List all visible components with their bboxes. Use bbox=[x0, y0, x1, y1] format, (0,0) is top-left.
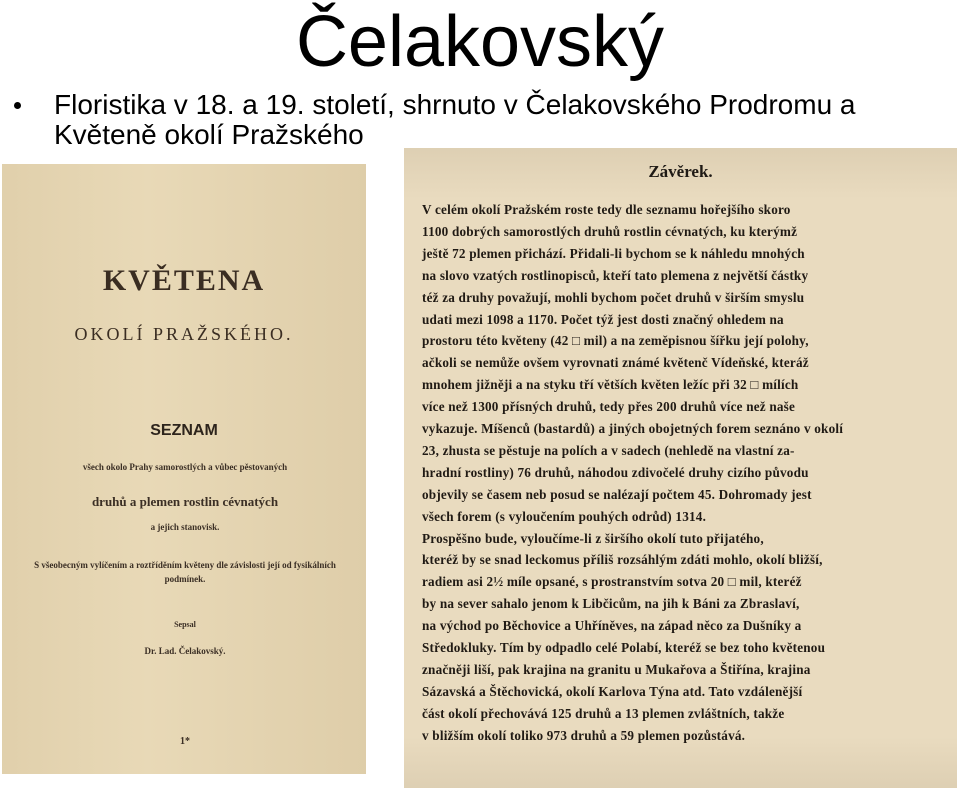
page-text-line: by na sever sahalo jenom k Libčicům, na jih k Báni za Zbraslaví, bbox=[422, 596, 800, 612]
book-title-page-image bbox=[2, 164, 366, 774]
page-text-line: Prospěšno bude, vyloučíme-li z širšího okolí tuto přijatého, bbox=[422, 530, 764, 546]
page-text-line: na slovo vzatých rostlinopisců, kteří tato plemena z největší částky bbox=[422, 267, 809, 283]
page-heading: Závěrek. bbox=[648, 162, 713, 181]
page-text-line: 1100 dobrých samorostlých druhů rostlin cévnatých, ku kterýmž bbox=[422, 223, 798, 239]
page-text-line: Sázavská a Štěchovická, okolí Karlova Týna atd. Tato vzdálenější bbox=[422, 683, 803, 699]
page-text-line: hradní rostliny) 76 druhů, náhodou zdivočelé druhy cizího původu bbox=[422, 464, 809, 480]
book-subtitle: OKOLÍ PRAŽSKÉHO. bbox=[74, 324, 294, 344]
page-text-line: všech forem (s vyloučením pouhých odrůd) 1314. bbox=[422, 508, 707, 524]
page-text-line: 23, zhusta se pěstuje na polích a v sadech (nehledě na vlastní za- bbox=[422, 442, 795, 458]
page-text-line: prostoru této květeny (42 □ mil) a na zeměpisnou šířku její polohy, bbox=[422, 333, 809, 349]
page-text-line: V celém okolí Pražském roste tedy dle seznamu hořejšího skoro bbox=[422, 202, 791, 217]
page-text-line: udati mezi 1098 a 1170. Počet týž jest dosti značný ohledem na bbox=[422, 311, 784, 327]
book-line: Sepsal bbox=[174, 620, 196, 629]
page-text-line: část okolí přechovává 125 druhů a 13 plemen zvláštních, takže bbox=[422, 705, 785, 721]
page-text-line: na východ po Běchovice a Uhříněves, na západ něco za Dušníky a bbox=[422, 618, 802, 634]
book-line: a jejich stanovisk. bbox=[150, 522, 220, 532]
book-line: všech okolo Prahy samorostlých a vůbec pěstovaných bbox=[82, 462, 288, 472]
page-text-line: ačkoli se nemůže ovšem vyrovnati známé květenč Vídeňské, kteráž bbox=[422, 355, 809, 371]
page-signature: 1* bbox=[180, 736, 190, 747]
slide-title: Čelakovský bbox=[295, 2, 665, 82]
page-text-line: objevily se časem neb posud se nalézají počtem 45. Dohromady jest bbox=[422, 486, 812, 502]
page-text-line: radiem asi 2½ míle opsané, s prostranstvím sotva 20 □ mil, kteréž bbox=[422, 574, 802, 590]
book-line: S všeobecným vylíčením a roztříděním květeny dle závislosti její od fysikálních podmínek. bbox=[34, 560, 336, 584]
page-text-line: mnohem jižněji a na styku tří větších květen ležíc při 32 □ mílích bbox=[422, 377, 799, 393]
page-text-line: značněji liší, pak krajina na granitu u Mukařova a Štiřína, krajina bbox=[422, 661, 811, 677]
page-text-line: kteréž by se snad leckomus příliš rozsáhlým zdáti mohlo, okolí bližší, bbox=[422, 552, 823, 568]
bullet-text: Floristika v 18. a 19. století, shrnuto v Čelakovského Prodromu a Květeně okolí Pražského bbox=[54, 89, 856, 150]
book-author: Dr. Lad. Čelakovský. bbox=[144, 646, 226, 656]
page-text-line: ještě 72 plemen přichází. Přidali-li bychom se k náhledu mnohých bbox=[422, 245, 805, 261]
book-conclusion-page-image bbox=[404, 148, 957, 788]
bullet-dot-icon bbox=[14, 102, 21, 109]
book-heading: SEZNAM bbox=[150, 422, 218, 439]
book-line: druhů a plemen rostlin cévnatých bbox=[91, 494, 279, 509]
page-text-line: Středokluky. Tím by odpadlo celé Polabí, kteréž se bez toho květenou bbox=[422, 640, 826, 655]
page-text-line: též za druhy považují, mohli bychom počet druhů v širším smyslu bbox=[422, 289, 805, 305]
page-text-line: vykazuje. Míšenců (bastardů) a jiných obojetných forem seznáno v okolí bbox=[422, 421, 844, 436]
page-text-line: více než 1300 přísných druhů, tedy přes 200 druhů více než naše bbox=[422, 399, 796, 415]
book-title: KVĚTENA bbox=[102, 264, 266, 297]
page-text-line: v bližším okolí toliko 973 druhů a 59 plemen pozůstává. bbox=[422, 727, 746, 743]
